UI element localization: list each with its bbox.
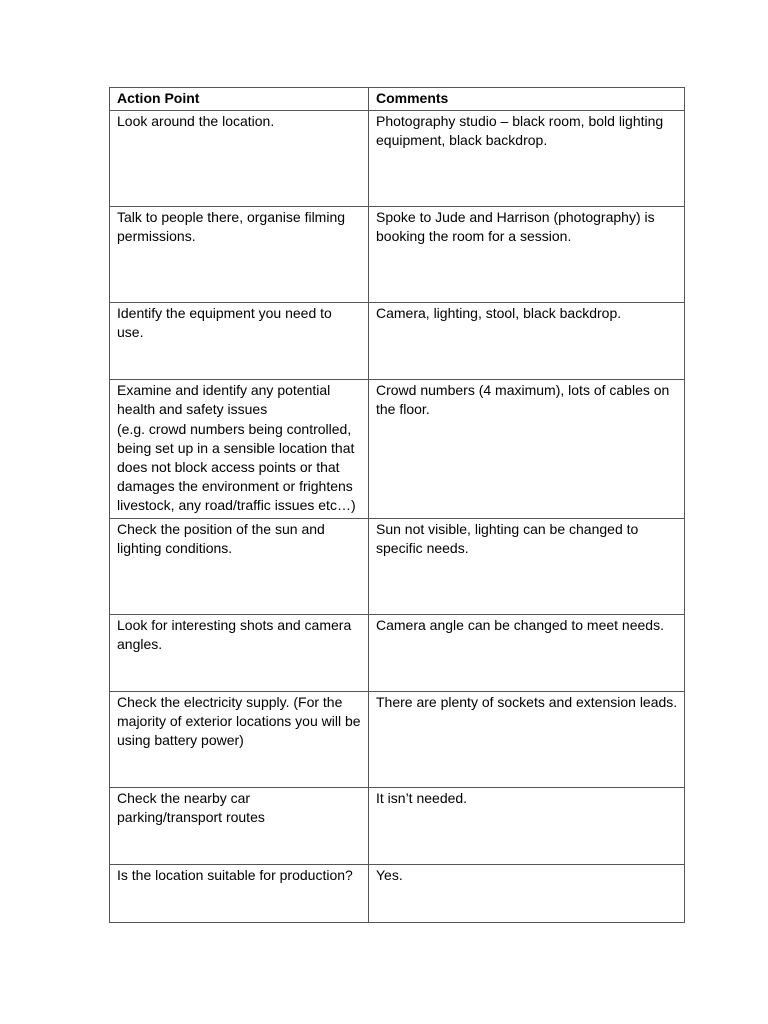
comment-cell: Spoke to Jude and Harrison (photography) is booking the room for a session. bbox=[369, 207, 685, 303]
action-cell: Check the electricity supply. (For the majority of exterior locations you will be using battery power) bbox=[110, 691, 369, 787]
header-action-point: Action Point bbox=[110, 88, 369, 111]
table-row bbox=[110, 380, 685, 518]
action-cell: Identify the equipment you need to use. bbox=[110, 303, 369, 380]
action-cell: Check the nearby car parking/transport routes bbox=[110, 787, 369, 864]
action-cell: Examine and identify any potential health and safety issues (e.g. crowd numbers being controlled, being set up in a sensible location that does not block access points or that damages the environment or frightens livestock, any road/traffic issues etc…) bbox=[110, 380, 369, 518]
table-row bbox=[110, 518, 685, 614]
table-row bbox=[110, 111, 685, 207]
action-cell: Check the position of the sun and lighting conditions. bbox=[110, 518, 369, 614]
action-cell: Talk to people there, organise filming permissions. bbox=[110, 207, 369, 303]
table-row bbox=[110, 303, 685, 380]
table-row bbox=[110, 787, 685, 864]
table-row bbox=[110, 864, 685, 922]
comment-cell: There are plenty of sockets and extension leads. bbox=[369, 691, 685, 787]
action-cell: Look around the location. bbox=[110, 111, 369, 207]
comment-cell: Sun not visible, lighting can be changed to specific needs. bbox=[369, 518, 685, 614]
table-row bbox=[110, 614, 685, 691]
table-header-row bbox=[110, 88, 685, 111]
comment-cell: Yes. bbox=[369, 864, 685, 922]
action-cell: Look for interesting shots and camera angles. bbox=[110, 614, 369, 691]
header-comments: Comments bbox=[369, 88, 685, 111]
comment-cell: Photography studio – black room, bold lighting equipment, black backdrop. bbox=[369, 111, 685, 207]
action-cell: Is the location suitable for production? bbox=[110, 864, 369, 922]
table-row bbox=[110, 691, 685, 787]
table-row bbox=[110, 207, 685, 303]
comment-cell: Camera angle can be changed to meet needs. bbox=[369, 614, 685, 691]
comment-cell: Camera, lighting, stool, black backdrop. bbox=[369, 303, 685, 380]
comment-cell: It isn’t needed. bbox=[369, 787, 685, 864]
comment-cell: Crowd numbers (4 maximum), lots of cables on the floor. bbox=[369, 380, 685, 518]
action-point-table bbox=[109, 87, 685, 923]
